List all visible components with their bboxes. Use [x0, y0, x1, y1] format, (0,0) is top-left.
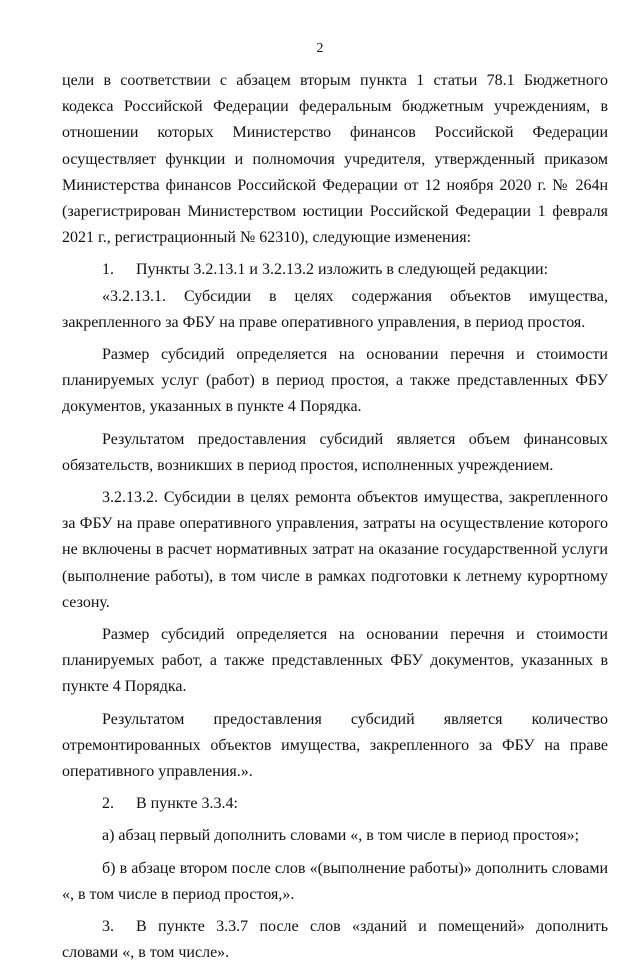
paragraph-3-2-13-1: «3.2.13.1. Субсидии в целях содержания объектов имущества, закрепленного за ФБУ на праве оперативного управления, в период простоя.	[62, 287, 608, 331]
list-item-3-text: В пункте 3.3.7 после слов «зданий и помещений» дополнить словами «, в том числе».	[62, 918, 608, 962]
list-item-3	[62, 914, 608, 966]
list-item-3-number: 3.	[102, 918, 114, 936]
paragraph-size-1: Размер субсидий определяется на основании перечня и стоимости планируемых услуг (работ) в период простоя, а также представленных ФБУ документов, указанных в пункте 4 Порядка.	[62, 346, 608, 416]
list-item-2-b: б) в абзаце втором после слов «(выполнение работы)» дополнить словами «, в том числе в период простоя,».	[62, 859, 608, 903]
paragraph-intro: цели в соответствии с абзацем вторым пункта 1 статьи 78.1 Бюджетного кодекса Российской Федерации федеральным бюджетным учреждениям, в отношении которых Министерство финансов Российской Федерации осуществляет функции и полномочия учредителя, утвержденный приказом Министерства финансов Российской Федерации от 12 ноября 2020 г. № 264н (зарегистрирован Министерством юстиции Российской Федерации 1 февраля 2021 г., регистрационный № 62310), следующие изменения:	[62, 72, 608, 247]
paragraph-3-2-13-2: 3.2.13.2. Субсидии в целях ремонта объектов имущества, закрепленного за ФБУ на праве оперативного управления, затраты на осуществление которого не включены в расчет нормативных затрат на оказание государственной услуги (выполнение работы), в том числе в рамках подготовки к летнему курортному сезону.	[62, 489, 608, 611]
list-item-1-number: 1.	[102, 261, 114, 279]
document-body	[62, 68, 608, 967]
page-number: 2	[316, 41, 324, 56]
list-item-1	[62, 257, 608, 283]
paragraph-result-2: Результатом предоставления субсидий является количество отремонтированных объектов имущества, закрепленного за ФБУ на праве оперативного управления.».	[62, 710, 608, 781]
list-item-2-a: а) абзац первый дополнить словами «, в том числе в период простоя»;	[102, 827, 580, 845]
paragraph-size-2: Размер субсидий определяется на основании перечня и стоимости планируемых работ, а также представленных ФБУ документов, указанных в пункте 4 Порядка.	[62, 626, 608, 696]
list-item-1-text: Пункты 3.2.13.1 и 3.2.13.2 изложить в следующей редакции:	[136, 261, 549, 279]
list-item-2-number: 2.	[102, 795, 114, 813]
paragraph-result-1: Результатом предоставления субсидий является объем финансовых обязательств, возникших в период простоя, исполненных учреждением.	[62, 430, 608, 474]
list-item-2-text: В пункте 3.3.4:	[136, 795, 238, 813]
list-item-2	[62, 791, 608, 817]
